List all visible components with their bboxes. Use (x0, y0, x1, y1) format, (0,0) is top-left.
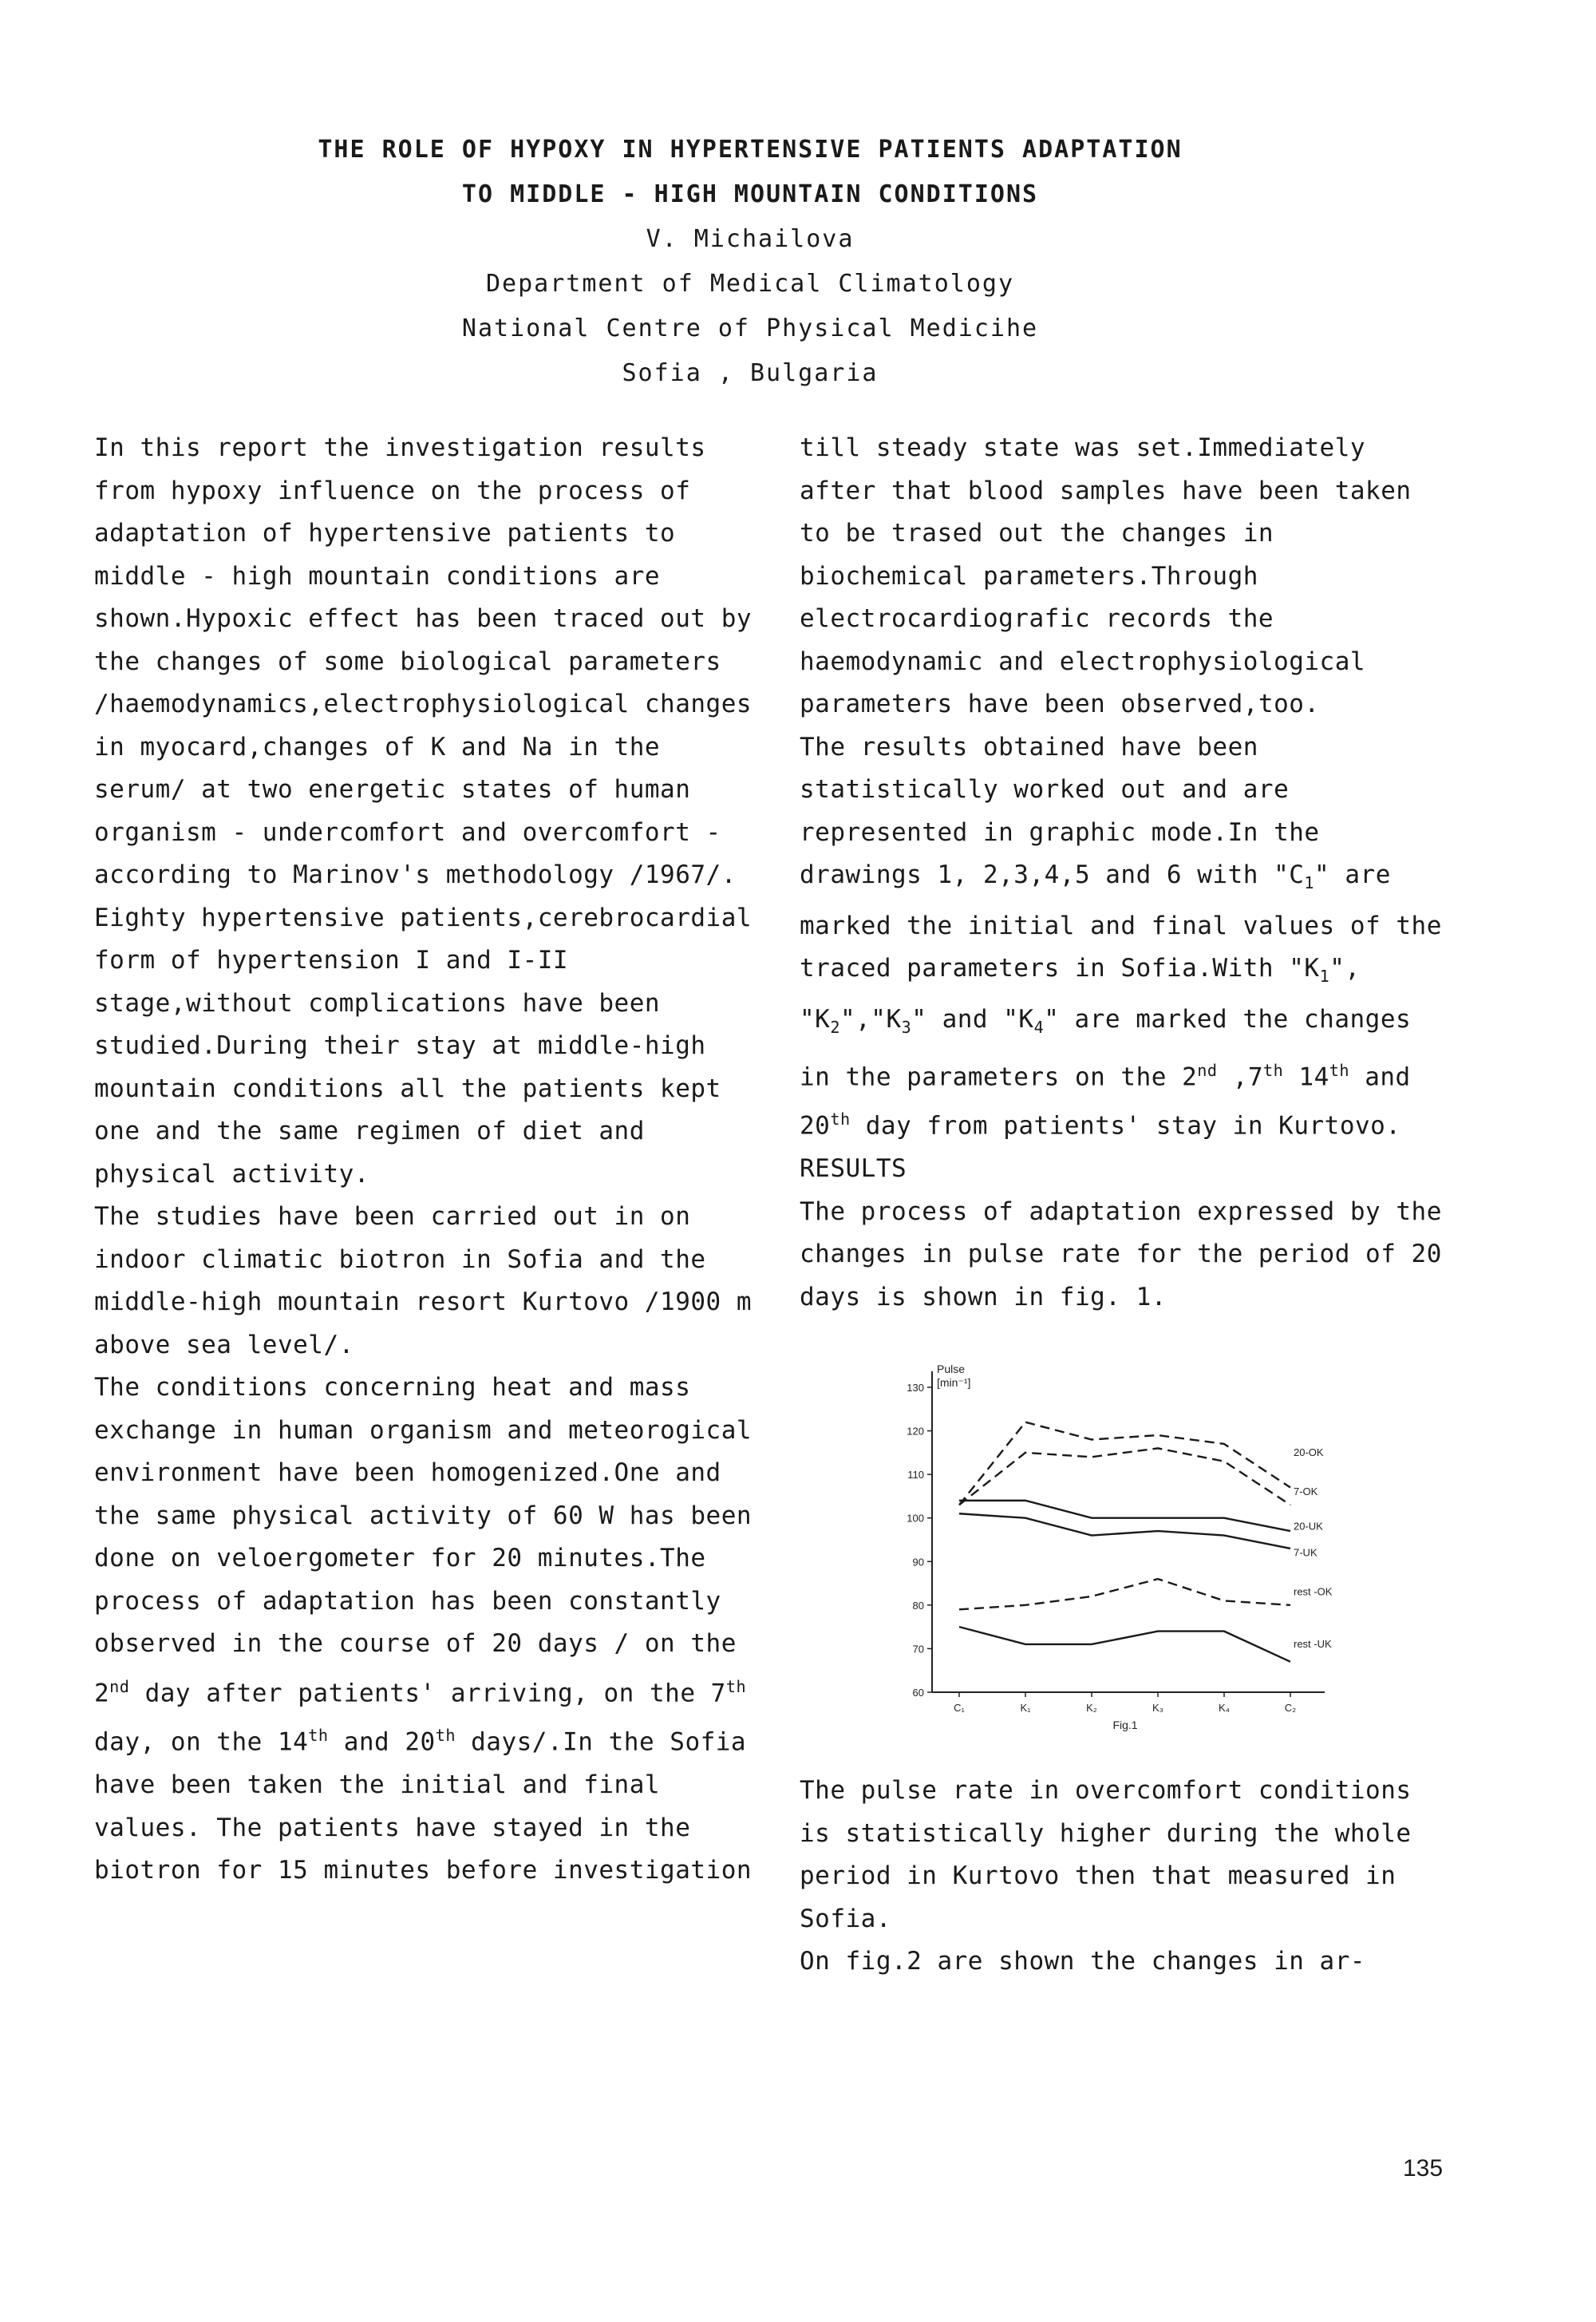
ordinal-suffix: nd (1197, 1060, 1218, 1080)
series-label: 7-UK (1294, 1546, 1317, 1559)
text-run: The results obtained have been statistically worked out and are represented in graphic mode.In the drawings 1, 2,3,4,5 and 6 with "C (800, 732, 1320, 889)
subscript: 4 (1033, 1018, 1045, 1038)
y-tick-label: 120 (907, 1425, 924, 1438)
series-line-20-uk (959, 1501, 1290, 1531)
paper-title-line1: THE ROLE OF HYPOXY IN HYPERTENSIVE PATIENTS ADAPTATION (318, 136, 1183, 164)
text-run: ", "K (800, 954, 1361, 1034)
y-tick-label: 70 (912, 1643, 924, 1655)
ordinal-suffix: th (725, 1676, 747, 1696)
x-tick-label: K₄ (1219, 1702, 1230, 1714)
y-tick-label: 100 (907, 1512, 924, 1525)
ordinal-suffix: th (308, 1726, 329, 1746)
x-tick-label: K₂ (1086, 1702, 1097, 1714)
paragraph: Eighty hypertensive patients,cerebrocardial form of hypertension I and I-II stage,without complications have been studied.During their stay at middle-high mountain conditions all the patients kept one and the same regimen of diet and physical activity. (94, 903, 753, 1189)
text-run: 14 (1283, 1062, 1329, 1091)
series-label: 20-UK (1294, 1520, 1323, 1533)
text-run: days/.In the Sofia have been taken the initial and final values. The patients have stayed in the biotron for 15 minutes before investigation (94, 1727, 753, 1885)
text-run: and 20 (328, 1727, 436, 1757)
x-tick-label: K₁ (1020, 1702, 1031, 1714)
series-label: 7-OK (1294, 1485, 1318, 1497)
paragraph: In this report the investigation results from hypoxy influence on the process of adaptation of hypertensive patients to middle - high mountain conditions are shown.Hypoxic effect has been traced out by the changes of some biological parameters /haemodynamics,electrophysiological changes in myocard,changes of K and Na in the serum/ at two energetic states of human organism - undercomfort and overcomfort - according to Marinov's methodology /1967/. (94, 433, 753, 889)
subscript: 1 (1304, 873, 1315, 893)
paragraph: On fig.2 are shown the changes in ar- (800, 1947, 1366, 1976)
x-tick-label: C₁ (954, 1702, 965, 1714)
page-number: 135 (1403, 2155, 1444, 2182)
ordinal-suffix: th (830, 1110, 851, 1129)
paragraph: The process of adaptation expressed by the changes in pulse rate for the period of 20 days is shown in fig. 1. (800, 1197, 1442, 1311)
series-label: rest -UK (1294, 1637, 1332, 1650)
text-run: " and "K (911, 1004, 1034, 1034)
y-tick-label: 80 (912, 1599, 924, 1612)
ordinal-suffix: th (1263, 1060, 1284, 1080)
subscript: 2 (830, 1018, 840, 1038)
title-block (0, 128, 1500, 396)
y-axis-unit: [min⁻¹] (937, 1376, 971, 1389)
text-run: day, on the 14 (94, 1727, 309, 1757)
series-label: rest -OK (1294, 1585, 1333, 1598)
paragraph (94, 1367, 757, 1893)
y-tick-label: 90 (912, 1556, 924, 1568)
department: Department of Medical Climatology (485, 270, 1015, 298)
subscript: 3 (901, 1018, 912, 1038)
text-run: ,7 (1217, 1062, 1264, 1091)
paragraph: The pulse rate in overcomfort conditions is statistically higher during the whole period in Kurtovo then that measured in Sofia. (800, 1776, 1412, 1933)
y-tick-label: 60 (912, 1687, 924, 1699)
ordinal-suffix: nd (109, 1676, 130, 1696)
text-run: and 20 (800, 1062, 1411, 1141)
x-tick-label: C₂ (1284, 1702, 1297, 1714)
left-column (94, 427, 757, 1893)
location: Sofia , Bulgaria (622, 359, 879, 387)
series-line-rest-ok (959, 1579, 1290, 1609)
series-line-7-ok (959, 1448, 1290, 1505)
series-label: 20-OK (1294, 1446, 1324, 1458)
series-line-20-ok (959, 1422, 1290, 1505)
paragraph: till steady state was set.Immediately after that blood samples have been taken to be trased out the changes in biochemical parameters.Through electrocardiografic records the haemodynamic and electrophysiological parameters have been observed,too. (800, 433, 1412, 718)
text-run: " are marked the initial and final values of the traced parameters in Sofia.With "K (800, 860, 1442, 983)
paper-title-line2: TO MIDDLE - HIGH MOUNTAIN CONDITIONS (461, 180, 1039, 208)
paragraph: The studies have been carried out in on indoor climatic biotron in Sofia and the middle-high mountain resort Kurtovo /1900 m above sea level/. (94, 1202, 753, 1359)
pulse-chart (886, 1349, 1396, 1764)
paragraph (800, 726, 1454, 1149)
text-run: " are marked the changes in the parameters on the 2 (800, 1004, 1412, 1091)
y-tick-label: 110 (907, 1469, 924, 1481)
text-run: day from patients' stay in Kurtovo. (850, 1111, 1401, 1141)
y-tick-label: 130 (907, 1382, 924, 1394)
ordinal-suffix: th (435, 1726, 456, 1746)
text-run: The conditions concerning heat and mass exchange in human organism and meteorogical environment have been homogenized.One and the same physical activity of 60 W has been done on veloergometer for 20 minutes.The process of adaptation has been constantly observed in the course of 20 days / on the 2 (94, 1373, 753, 1707)
text-run: day after patients' arriving, on the 7 (129, 1678, 726, 1707)
ordinal-suffix: th (1329, 1060, 1350, 1080)
institution: National Centre of Physical Medicihe (461, 314, 1039, 342)
text-run: ","K (839, 1004, 902, 1034)
author: V. Michailova (646, 225, 855, 253)
y-axis-label: Pulse (937, 1363, 966, 1375)
results-heading: RESULTS (800, 1154, 907, 1184)
figure-caption: Fig.1 (1112, 1719, 1138, 1731)
series-line-rest-uk (959, 1627, 1290, 1662)
x-tick-label: K₃ (1152, 1702, 1163, 1714)
figure-1 (886, 1349, 1396, 1764)
subscript: 1 (1319, 967, 1330, 987)
